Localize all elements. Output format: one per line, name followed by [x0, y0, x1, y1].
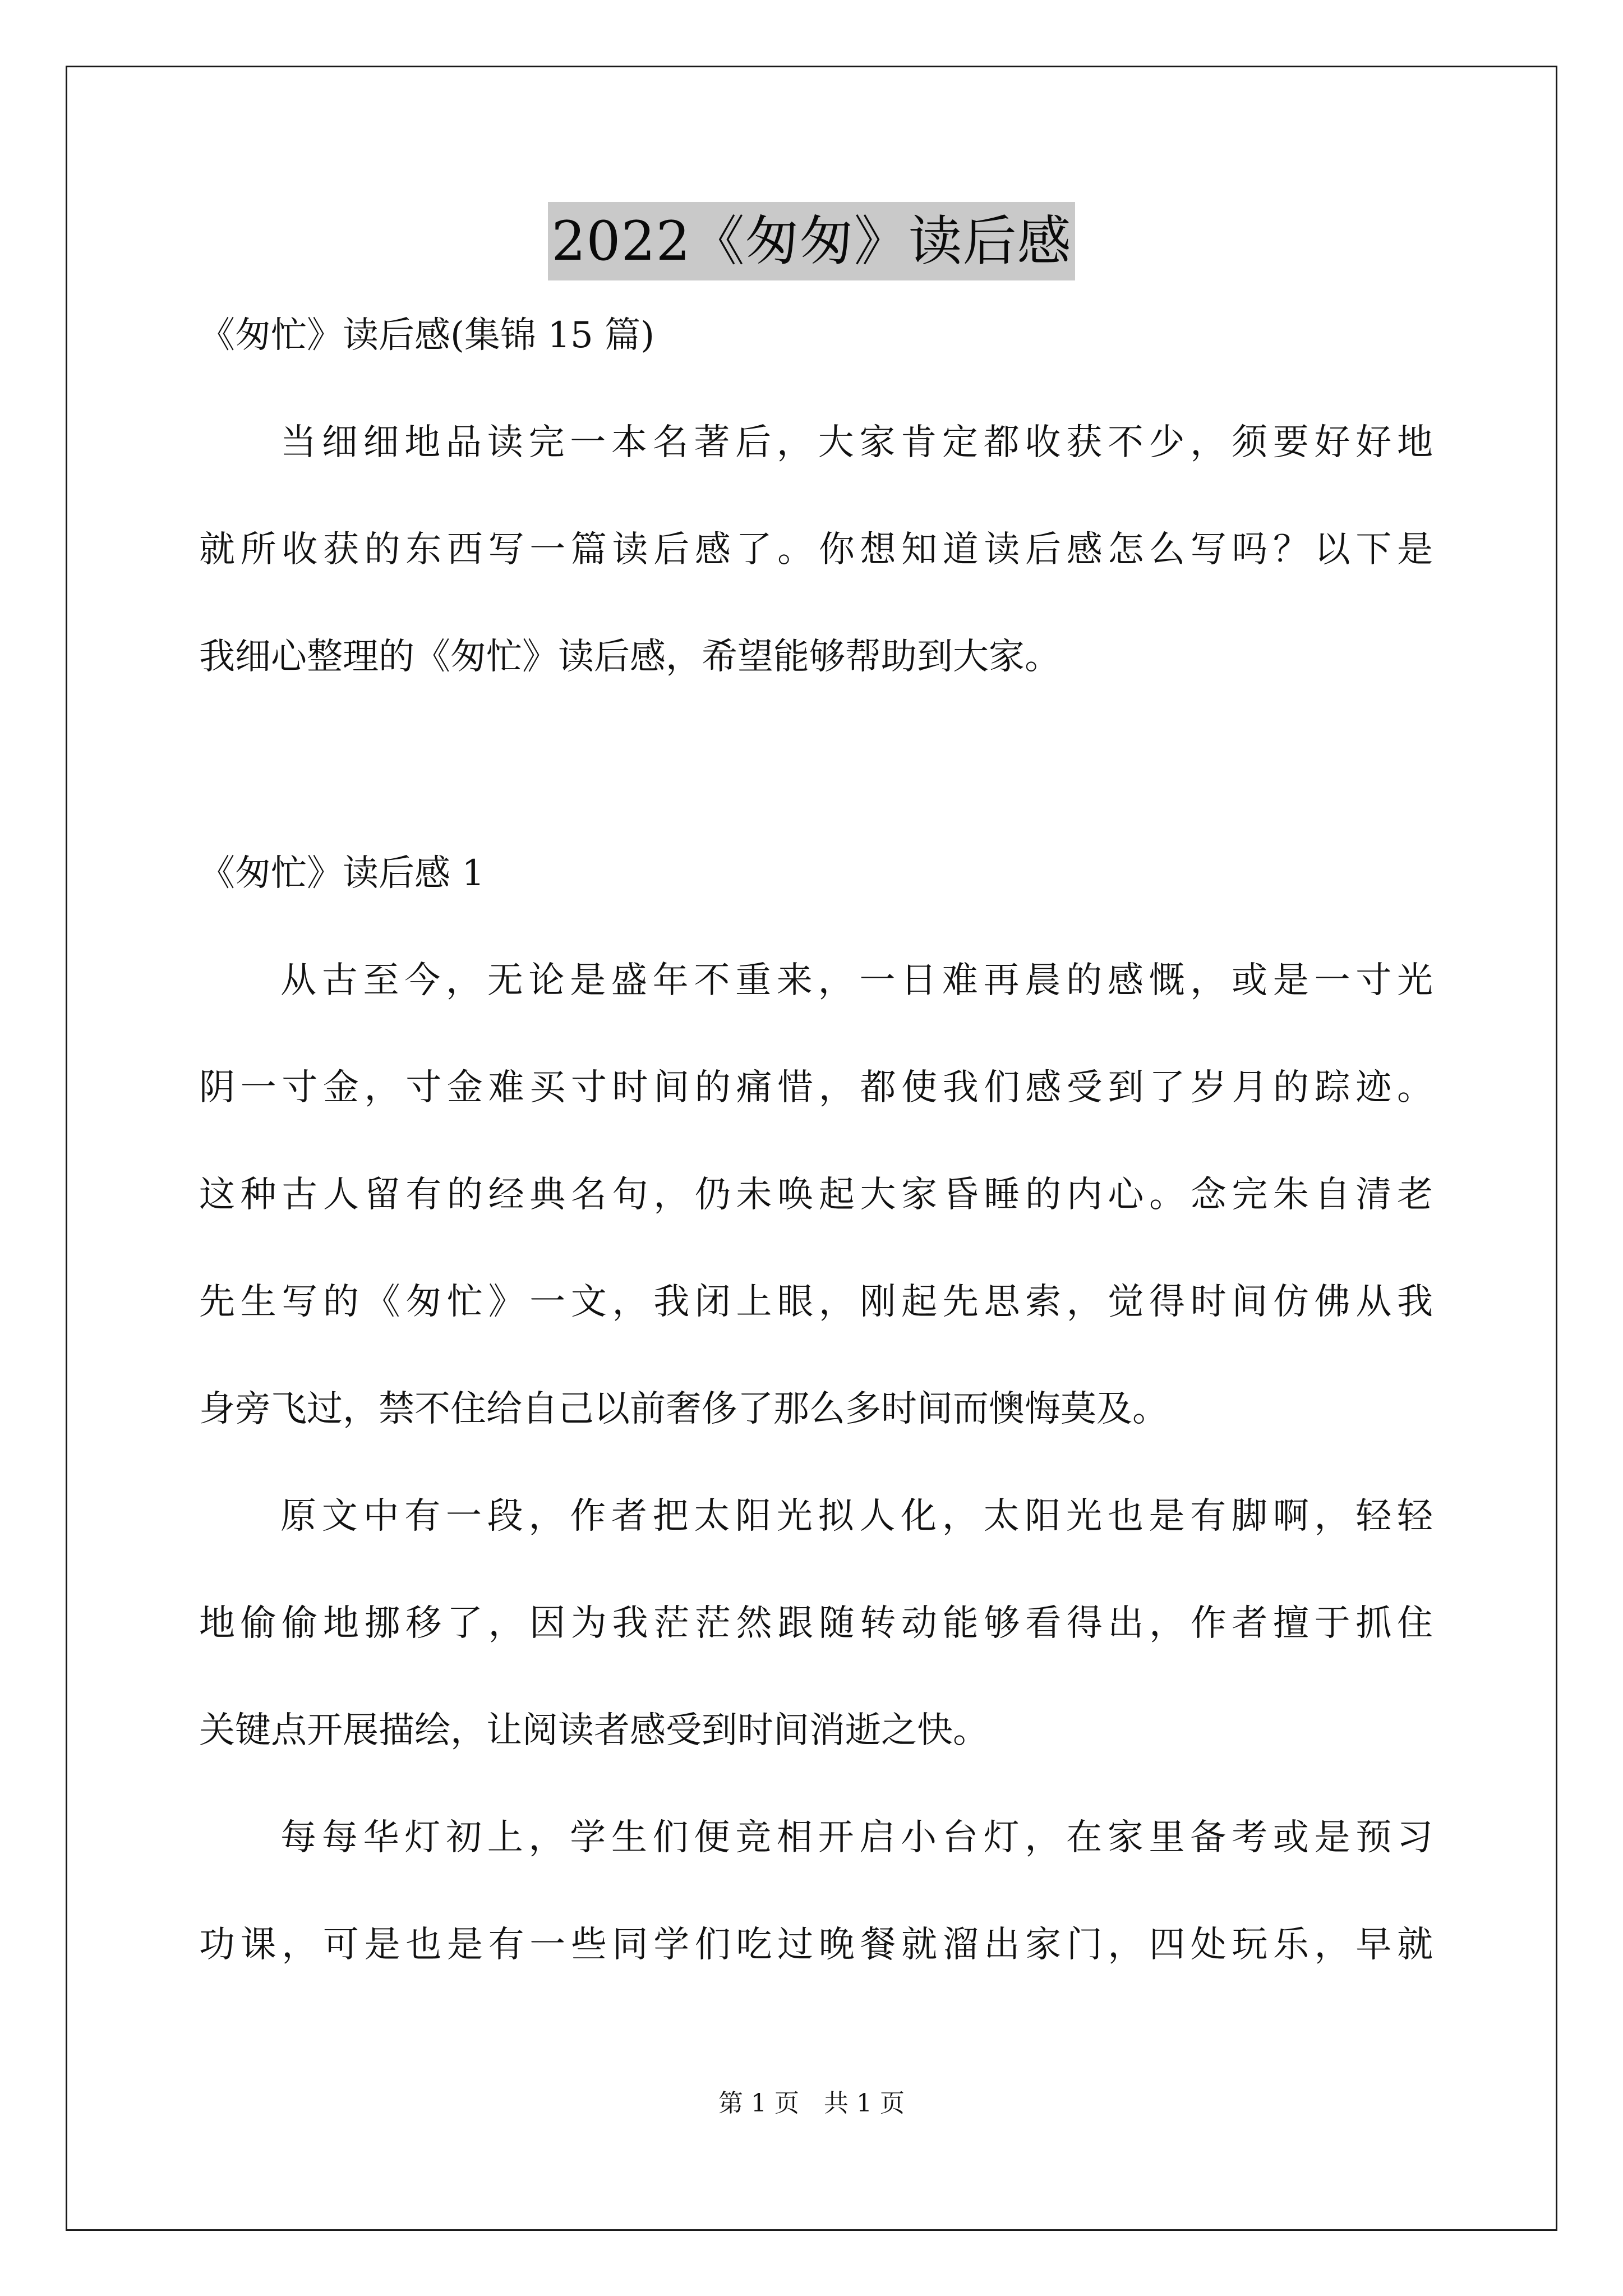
paragraph-2 [199, 1489, 1433, 1757]
page-footer: 第 1 页 共 1 页 [718, 2089, 905, 2118]
paragraph-line: 这种古人留有的经典名句，仍未唤起大家昏睡的内心。念完朱自清老 [199, 1174, 1433, 1216]
paragraph-3 [199, 1811, 1433, 1972]
document-body [199, 303, 1433, 1972]
intro-paragraph [199, 416, 1433, 684]
paragraph-line: 阴一寸金，寸金难买寸时间的痛惜，都使我们感受到了岁月的踪迹。 [199, 1067, 1433, 1108]
paragraph-1 [199, 954, 1433, 1436]
paragraph-line: 地偷偷地挪移了，因为我茫茫然跟随转动能够看得出，作者擅于抓住 [199, 1603, 1433, 1644]
document-subtitle: 《匆忙》读后感(集锦 15 篇) [199, 315, 655, 356]
title-container [0, 202, 1623, 280]
paragraph-line: 功课，可是也是有一些同学们吃过晚餐就溜出家门，四处玩乐，早就 [199, 1924, 1433, 1966]
section-heading: 《匆忙》读后感 1 [199, 853, 485, 894]
paragraph-line: 先生写的《匆忙》一文，我闭上眼，刚起先思索，觉得时间仿佛从我 [199, 1281, 1433, 1323]
document-title: 2022《匆匆》读后感 [548, 202, 1075, 280]
paragraph-line: 从古至今，无论是盛年不重来，一日难再晨的感慨，或是一寸光 [280, 960, 1433, 1001]
paragraph-line: 我细心整理的《匆忙》读后感，希望能够帮助到大家。 [199, 636, 1061, 678]
paragraph-line: 当细细地品读完一本名著后，大家肯定都收获不少，须要好好地 [280, 422, 1433, 463]
paragraph-line: 每每华灯初上，学生们便竞相开启小台灯，在家里备考或是预习 [280, 1817, 1433, 1858]
paragraph-line: 关键点开展描绘，让阅读者感受到时间消逝之快。 [199, 1710, 989, 1751]
paragraph-line: 身旁飞过，禁不住给自己以前奢侈了那么多时间而懊悔莫及。 [199, 1388, 1168, 1430]
paragraph-line: 就所收获的东西写一篇读后感了。你想知道读后感怎么写吗？以下是 [199, 529, 1433, 570]
paragraph-line: 原文中有一段，作者把太阳光拟人化，太阳光也是有脚啊，轻轻 [280, 1496, 1433, 1537]
